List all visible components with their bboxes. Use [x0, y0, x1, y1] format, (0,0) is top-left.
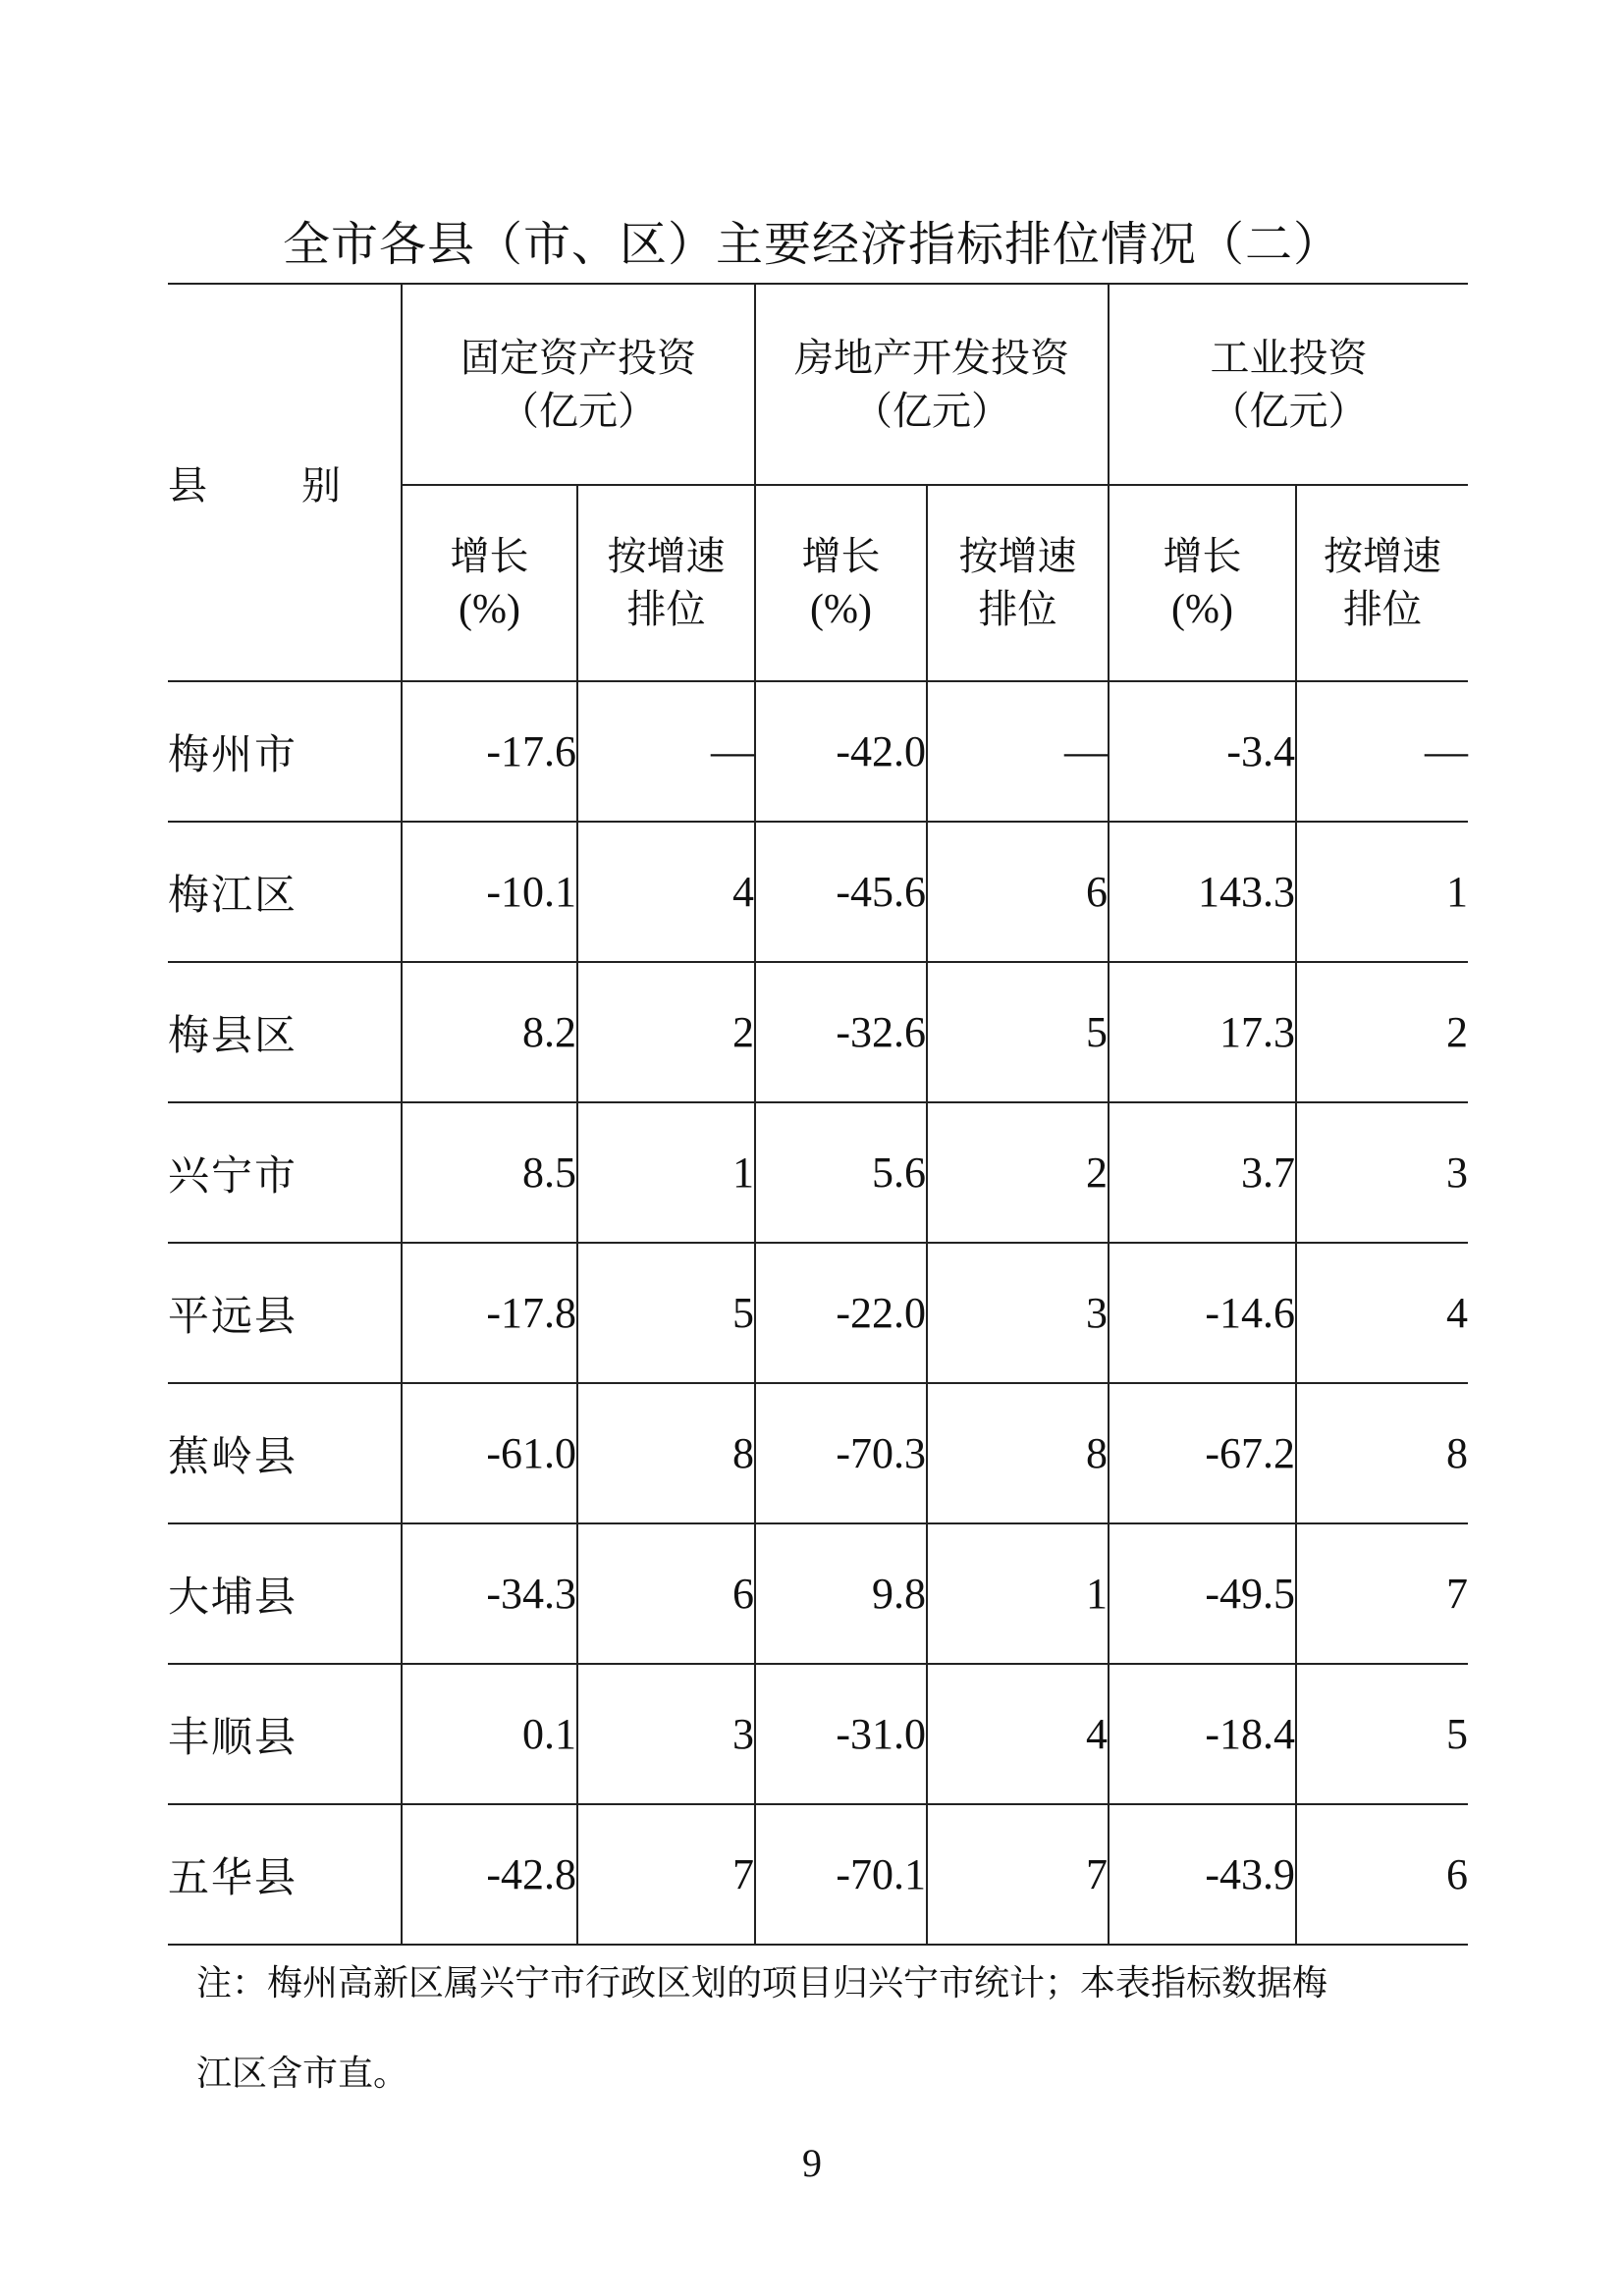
real-estate-growth: -31.0 — [755, 1664, 927, 1804]
fixed-asset-growth: -61.0 — [402, 1383, 577, 1523]
rank-label-2: 排位 — [978, 587, 1057, 632]
group-name: 工业投资 — [1210, 335, 1368, 381]
real-estate-growth: -42.0 — [755, 681, 927, 822]
fixed-asset-growth: -42.8 — [402, 1804, 577, 1945]
fixed-asset-growth: 0.1 — [402, 1664, 577, 1804]
industrial-rank: 5 — [1296, 1664, 1468, 1804]
group-header-industrial — [1109, 284, 1468, 485]
table-row — [168, 1102, 1468, 1243]
county-name: 梅州市 — [168, 681, 402, 822]
sub-header-growth — [402, 485, 577, 681]
industrial-rank: — — [1296, 681, 1468, 822]
sub-header-growth — [1109, 485, 1296, 681]
county-name: 兴宁市 — [168, 1102, 402, 1243]
county-header: 县 别 — [168, 284, 402, 681]
table-row — [168, 962, 1468, 1102]
industrial-growth: -14.6 — [1109, 1243, 1296, 1383]
real-estate-growth: -22.0 — [755, 1243, 927, 1383]
county-name: 蕉岭县 — [168, 1383, 402, 1523]
real-estate-rank: 3 — [927, 1243, 1109, 1383]
industrial-growth: 17.3 — [1109, 962, 1296, 1102]
industrial-rank: 2 — [1296, 962, 1468, 1102]
footnote-line-2: 江区含市直。 — [196, 2054, 409, 2094]
industrial-rank: 8 — [1296, 1383, 1468, 1523]
growth-label: 增长 — [801, 534, 881, 579]
table-row — [168, 681, 1468, 822]
industrial-growth: 143.3 — [1109, 822, 1296, 962]
fixed-asset-rank: 2 — [577, 962, 755, 1102]
industrial-rank: 3 — [1296, 1102, 1468, 1243]
sub-header-rank — [577, 485, 755, 681]
industrial-growth: -18.4 — [1109, 1664, 1296, 1804]
real-estate-growth: -70.1 — [755, 1804, 927, 1945]
fixed-asset-rank: 7 — [577, 1804, 755, 1945]
real-estate-growth: 9.8 — [755, 1523, 927, 1664]
industrial-growth: -3.4 — [1109, 681, 1296, 822]
real-estate-rank: 4 — [927, 1664, 1109, 1804]
sub-header-growth — [755, 485, 927, 681]
rank-label-1: 按增速 — [607, 534, 726, 579]
real-estate-growth: -70.3 — [755, 1383, 927, 1523]
fixed-asset-growth: 8.5 — [402, 1102, 577, 1243]
fixed-asset-rank: 8 — [577, 1383, 755, 1523]
footnote-line-1: 注：梅州高新区属兴宁市行政区划的项目归兴宁市统计；本表指标数据梅 — [196, 1963, 1328, 2003]
industrial-growth: 3.7 — [1109, 1102, 1296, 1243]
sub-header-rank — [927, 485, 1109, 681]
industrial-rank: 1 — [1296, 822, 1468, 962]
sub-header-rank — [1296, 485, 1468, 681]
fixed-asset-growth: -10.1 — [402, 822, 577, 962]
header-row-groups — [168, 284, 1468, 485]
real-estate-rank: 7 — [927, 1804, 1109, 1945]
growth-unit: (%) — [810, 587, 872, 632]
industrial-rank: 7 — [1296, 1523, 1468, 1664]
fixed-asset-growth: -34.3 — [402, 1523, 577, 1664]
real-estate-rank: 8 — [927, 1383, 1109, 1523]
real-estate-growth: -32.6 — [755, 962, 927, 1102]
table-row — [168, 1664, 1468, 1804]
table-row — [168, 1243, 1468, 1383]
real-estate-rank: — — [927, 681, 1109, 822]
industrial-growth: -67.2 — [1109, 1383, 1296, 1523]
growth-unit: (%) — [459, 587, 520, 632]
fixed-asset-growth: -17.8 — [402, 1243, 577, 1383]
table-row — [168, 1804, 1468, 1945]
fixed-asset-rank: 4 — [577, 822, 755, 962]
table-row — [168, 1383, 1468, 1523]
county-name: 五华县 — [168, 1804, 402, 1945]
county-name: 大埔县 — [168, 1523, 402, 1664]
industrial-rank: 4 — [1296, 1243, 1468, 1383]
table-footnote — [196, 1939, 1463, 2119]
fixed-asset-rank: 6 — [577, 1523, 755, 1664]
industrial-rank: 6 — [1296, 1804, 1468, 1945]
group-unit: （亿元） — [500, 388, 657, 434]
group-name: 固定资产投资 — [460, 335, 696, 381]
group-name: 房地产开发投资 — [794, 335, 1069, 381]
fixed-asset-rank: 1 — [577, 1102, 755, 1243]
real-estate-growth: 5.6 — [755, 1102, 927, 1243]
real-estate-rank: 6 — [927, 822, 1109, 962]
page-number: 9 — [802, 2141, 822, 2185]
rank-label-1: 按增速 — [958, 534, 1077, 579]
county-name: 丰顺县 — [168, 1664, 402, 1804]
rank-label-1: 按增速 — [1324, 534, 1441, 579]
county-name: 梅县区 — [168, 962, 402, 1102]
real-estate-rank: 2 — [927, 1102, 1109, 1243]
industrial-growth: -43.9 — [1109, 1804, 1296, 1945]
ranking-table — [168, 283, 1468, 1946]
rank-label-2: 排位 — [626, 587, 706, 632]
group-unit: （亿元） — [853, 388, 1010, 434]
county-name: 平远县 — [168, 1243, 402, 1383]
growth-unit: (%) — [1171, 587, 1233, 632]
fixed-asset-growth: -17.6 — [402, 681, 577, 822]
county-name: 梅江区 — [168, 822, 402, 962]
fixed-asset-rank: — — [577, 681, 755, 822]
fixed-asset-rank: 3 — [577, 1664, 755, 1804]
fixed-asset-rank: 5 — [577, 1243, 755, 1383]
real-estate-rank: 1 — [927, 1523, 1109, 1664]
group-unit: （亿元） — [1210, 388, 1368, 434]
industrial-growth: -49.5 — [1109, 1523, 1296, 1664]
fixed-asset-growth: 8.2 — [402, 962, 577, 1102]
rank-label-2: 排位 — [1343, 587, 1422, 632]
growth-label: 增长 — [450, 534, 529, 579]
group-header-fixed-asset — [402, 284, 755, 485]
page-title: 全市各县（市、区）主要经济指标排位情况（二） — [282, 217, 1341, 272]
table-row — [168, 1523, 1468, 1664]
real-estate-rank: 5 — [927, 962, 1109, 1102]
real-estate-growth: -45.6 — [755, 822, 927, 962]
growth-label: 增长 — [1163, 534, 1242, 579]
group-header-real-estate — [755, 284, 1109, 485]
table-row — [168, 822, 1468, 962]
